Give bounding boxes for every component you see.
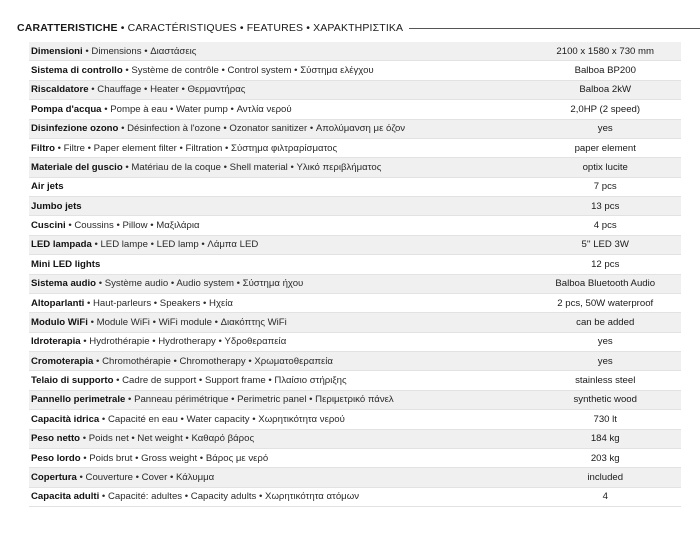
spec-label-main: Cuscini xyxy=(31,220,66,232)
spec-label-main: Cromoterapia xyxy=(31,355,94,367)
spec-label-translations: • Désinfection à l'ozone • Ozonator sanitizer • Απολύμανση με όζον xyxy=(118,123,406,135)
spec-value: paper element xyxy=(574,142,636,154)
spec-label xyxy=(29,46,529,57)
spec-row xyxy=(29,139,681,158)
spec-label-main: Riscaldatore xyxy=(31,84,89,96)
spec-label-translations: • Capacité en eau • Water capacity • Χωρητικότητα νερού xyxy=(99,413,345,425)
spec-label-translations: • Système de contrôle • Control system • Σύστημα ελέγχου xyxy=(122,65,374,77)
spec-table xyxy=(29,42,681,507)
spec-label-translations: • Capacité: adultes • Capacity adults • Χωρητικότητα ατόμων xyxy=(99,491,360,503)
spec-label-translations: • Cadre de support • Support frame • Πλαίσιο στήριξης xyxy=(113,375,347,387)
spec-label-main: Materiale del guscio xyxy=(31,161,123,173)
spec-label xyxy=(29,239,529,250)
spec-value: 2100 x 1580 x 730 mm xyxy=(556,45,655,57)
spec-label-main: Capacità idrica xyxy=(31,413,100,425)
spec-label-main: Sistema audio xyxy=(31,278,97,290)
section-header xyxy=(17,18,700,38)
spec-row xyxy=(29,333,681,352)
spec-row xyxy=(29,449,681,468)
spec-value: 12 pcs xyxy=(591,258,620,270)
spec-row xyxy=(29,391,681,410)
spec-label-main: Telaio di supporto xyxy=(31,375,114,387)
spec-value: stainless steel xyxy=(575,375,636,387)
spec-value: included xyxy=(587,471,624,483)
spec-label-main: Mini LED lights xyxy=(31,258,101,270)
spec-label-translations: • Haut-parleurs • Speakers • Ηχεία xyxy=(84,297,233,309)
spec-value: 2 pcs, 50W waterproof xyxy=(557,297,654,309)
spec-row xyxy=(29,42,681,61)
spec-label-main: Jumbo jets xyxy=(31,200,82,212)
spec-label-translations: • Poids brut • Gross weight • Βάρος με νερό xyxy=(80,452,269,464)
spec-row xyxy=(29,430,681,449)
spec-label-main: Air jets xyxy=(31,181,64,193)
spec-label-main: Copertura xyxy=(31,471,77,483)
spec-label-translations: • Module WiFi • WiFi module • Διακόπτης WiFi xyxy=(87,316,287,328)
spec-value: 4 pcs xyxy=(593,220,617,232)
spec-label xyxy=(29,375,529,386)
spec-label xyxy=(29,317,529,328)
spec-label xyxy=(29,394,529,405)
spec-label xyxy=(29,414,529,425)
spec-label xyxy=(29,123,529,134)
spec-label-translations: • Chauffage • Heater • Θερμαντήρας xyxy=(88,84,246,96)
spec-value: can be added xyxy=(576,316,635,328)
spec-row xyxy=(29,61,681,80)
spec-value: 184 kg xyxy=(590,433,620,445)
spec-label-main: Altoparlanti xyxy=(31,297,85,309)
spec-value: 203 kg xyxy=(590,452,620,464)
spec-row xyxy=(29,294,681,313)
spec-value: 7 pcs xyxy=(593,181,617,193)
spec-value: Balboa BP200 xyxy=(574,65,636,77)
spec-label-main: Pannello perimetrale xyxy=(31,394,126,406)
spec-label-main: Disinfezione ozono xyxy=(31,123,119,135)
spec-row xyxy=(29,81,681,100)
spec-value: 13 pcs xyxy=(591,200,620,212)
spec-label xyxy=(29,104,529,115)
section-title xyxy=(17,22,403,34)
spec-label-main: LED lampada xyxy=(31,239,92,251)
spec-label-main: Capacita adulti xyxy=(31,491,100,503)
spec-row xyxy=(29,100,681,119)
spec-label-translations: • Couverture • Cover • Κάλυμμα xyxy=(76,471,215,483)
spec-label-translations: • Dimensions • Διαστάσεις xyxy=(82,45,197,57)
section-title-main: CARATTERISTICHE xyxy=(17,22,118,34)
spec-value: optix lucite xyxy=(582,161,628,173)
spec-row xyxy=(29,197,681,216)
spec-row xyxy=(29,371,681,390)
spec-label xyxy=(29,259,529,270)
spec-label xyxy=(29,298,529,309)
spec-label-translations: • Chromothérapie • Chromotherapy • Χρωματοθεραπεία xyxy=(93,355,333,367)
spec-label-translations: • Filtre • Paper element filter • Filtration • Σύστημα φιλτραρίσματος xyxy=(54,142,338,154)
spec-label-main: Modulo WiFi xyxy=(31,316,88,328)
spec-row xyxy=(29,158,681,177)
spec-label xyxy=(29,201,529,212)
spec-label-translations: • Panneau périmétrique • Perimetric panel • Περιμετρικό πάνελ xyxy=(125,394,394,406)
spec-label-translations: • Poids net • Net weight • Καθαρό βάρος xyxy=(80,433,255,445)
spec-label-main: Idroterapia xyxy=(31,336,81,348)
spec-label xyxy=(29,356,529,367)
spec-row xyxy=(29,352,681,371)
spec-label xyxy=(29,433,529,444)
spec-row xyxy=(29,468,681,487)
spec-row xyxy=(29,120,681,139)
section-title-translations: • CARACTÉRISTIQUES • FEATURES • ΧΑΡΑΚΤΗΡΙΣΤΙΚΑ xyxy=(117,22,404,34)
spec-label-translations: • LED lampe • LED lamp • Λάμπα LED xyxy=(91,239,259,251)
header-divider xyxy=(409,28,700,29)
spec-label xyxy=(29,220,529,231)
spec-value: Balboa Bluetooth Audio xyxy=(555,278,656,290)
spec-value: 5'' LED 3W xyxy=(581,239,629,251)
spec-value: yes xyxy=(597,123,613,135)
spec-row xyxy=(29,488,681,507)
spec-value: 730 lt xyxy=(593,413,617,425)
spec-label xyxy=(29,65,529,76)
spec-label xyxy=(29,278,529,289)
spec-value: synthetic wood xyxy=(573,394,637,406)
spec-value: 2,0HP (2 speed) xyxy=(570,103,641,115)
spec-label xyxy=(29,162,529,173)
spec-label-translations: • Coussins • Pillow • Μαξιλάρια xyxy=(65,220,200,232)
spec-label-main: Dimensioni xyxy=(31,45,83,57)
spec-row xyxy=(29,178,681,197)
spec-row xyxy=(29,216,681,235)
spec-label xyxy=(29,181,529,192)
spec-value: yes xyxy=(597,336,613,348)
spec-value: 4 xyxy=(602,491,608,503)
spec-value: Balboa 2kW xyxy=(579,84,632,96)
spec-label-main: Sistema di controllo xyxy=(31,65,123,77)
spec-label xyxy=(29,472,529,483)
spec-label-main: Peso lordo xyxy=(31,452,81,464)
spec-label-main: Peso netto xyxy=(31,433,81,445)
spec-label xyxy=(29,84,529,95)
spec-label-translations: • Hydrothérapie • Hydrotherapy • Υδροθεραπεία xyxy=(80,336,287,348)
spec-row xyxy=(29,313,681,332)
spec-label xyxy=(29,336,529,347)
spec-label-translations: • Pompe à eau • Water pump • Αντλία νερού xyxy=(101,103,292,115)
spec-row xyxy=(29,275,681,294)
spec-label-main: Pompa d'acqua xyxy=(31,103,102,115)
spec-row xyxy=(29,236,681,255)
spec-label xyxy=(29,143,529,154)
spec-value: yes xyxy=(597,355,613,367)
spec-label-translations: • Système audio • Audio system • Σύστημα ήχου xyxy=(96,278,304,290)
spec-label-main: Filtro xyxy=(31,142,55,154)
spec-row xyxy=(29,255,681,274)
spec-row xyxy=(29,410,681,429)
spec-label xyxy=(29,453,529,464)
spec-label-translations: • Matériau de la coque • Shell material • Υλικό περιβλήματος xyxy=(122,161,382,173)
spec-label xyxy=(29,491,529,502)
